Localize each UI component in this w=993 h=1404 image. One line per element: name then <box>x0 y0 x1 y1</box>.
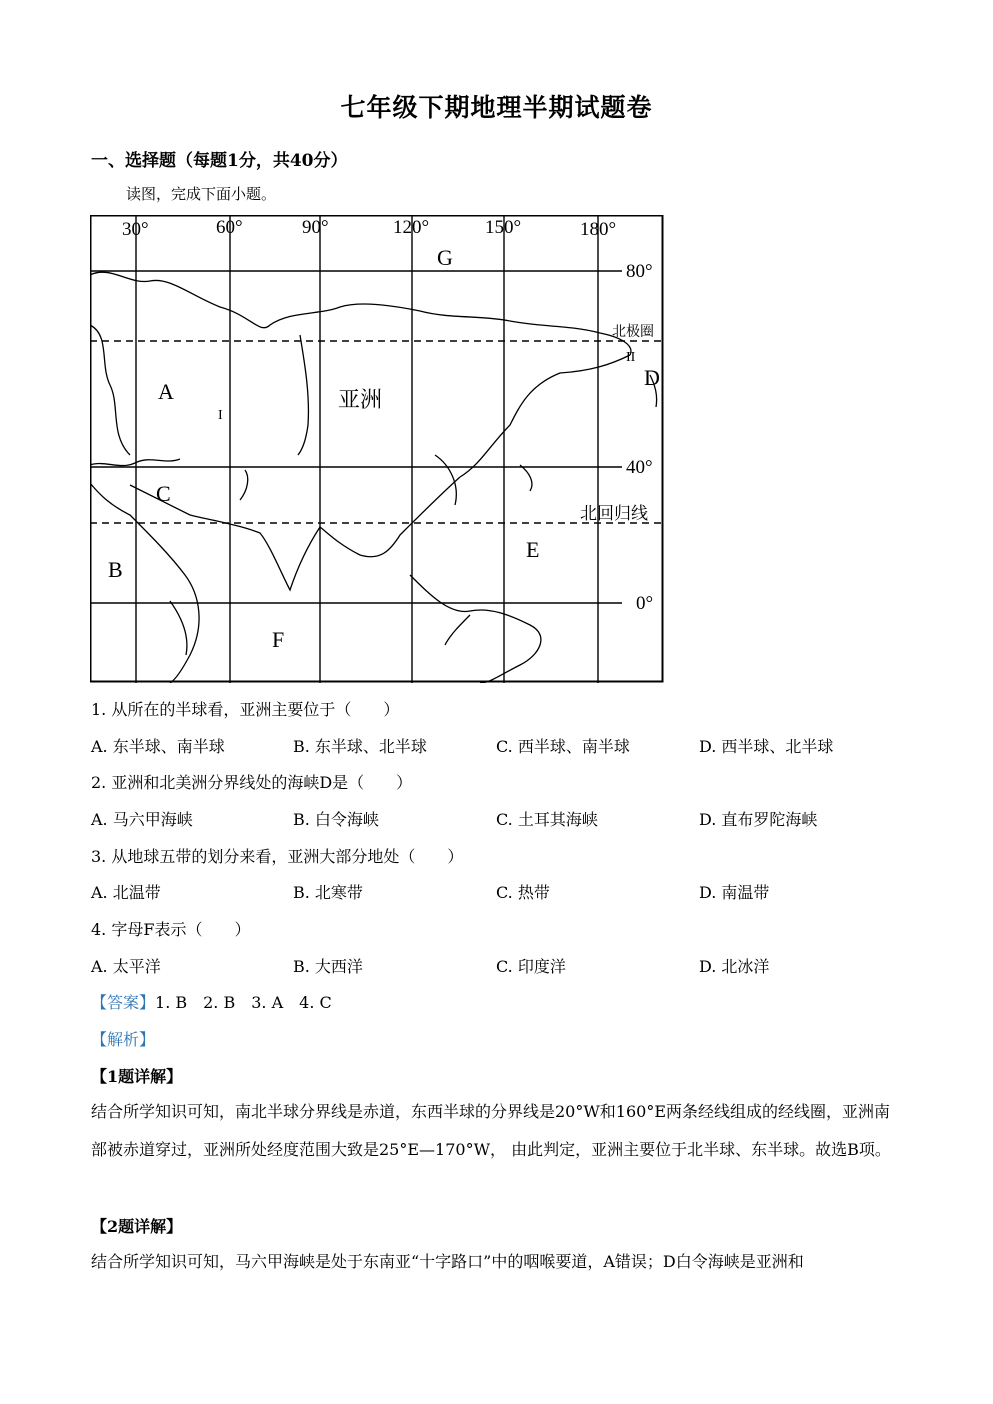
question-3: 3. 从地球五带的划分来看，亚洲大部分地处（ ） <box>91 847 464 866</box>
section-heading: 一、选择题（每题1分，共40分） <box>91 151 348 171</box>
map-letter-e: E <box>526 537 540 562</box>
map-letter-d: D <box>644 365 660 390</box>
question-4: 4. 字母F表示（ ） <box>91 920 251 939</box>
detail-1-heading: 【1题详解】 <box>91 1067 183 1086</box>
q2-option-b: B. 白令海峡 <box>293 810 379 829</box>
lon-label: 180° <box>580 219 617 240</box>
detail-2-text: 结合所学知识可知，马六甲海峡是处于东南亚“十字路口”中的咽喉要道，A错误；D白令海峡是亚洲和 <box>91 1252 804 1271</box>
q1-option-a: A. 东半球、南半球 <box>91 737 225 756</box>
q4-option-c: C. 印度洋 <box>496 957 566 976</box>
q2-option-c: C. 土耳其海峡 <box>496 810 598 829</box>
page-title: 七年级下期地理半期试题卷 <box>340 93 653 122</box>
q2-option-a: A. 马六甲海峡 <box>91 810 193 829</box>
question-2: 2. 亚洲和北美洲分界线处的海峡D是（ ） <box>91 773 413 792</box>
answer-line <box>91 990 332 1013</box>
q3-option-a: A. 北温带 <box>91 883 161 902</box>
lon-label: 60° <box>216 217 243 238</box>
map-letter-c: C <box>156 481 171 506</box>
lat-label: 40° <box>626 457 653 478</box>
answer-label: 【答案】 <box>91 993 156 1012</box>
q4-option-a: A. 太平洋 <box>91 957 161 976</box>
lat-label: 80° <box>626 261 653 282</box>
arctic-circle-label: 北极圈 <box>612 324 654 340</box>
q1-option-b: B. 东半球、北半球 <box>293 737 427 756</box>
map-letter-f: F <box>272 627 285 652</box>
detail-2-heading: 【2题详解】 <box>91 1217 183 1236</box>
q1-option-c: C. 西半球、南半球 <box>496 737 630 756</box>
lon-label: 30° <box>122 219 149 240</box>
map-letter-g: G <box>437 245 453 270</box>
q4-option-d: D. 北冰洋 <box>699 957 770 976</box>
analysis-label: 【解析】 <box>91 1030 156 1049</box>
detail-1-text: 结合所学知识可知，南北半球分界线是赤道，东西半球的分界线是20°W和160°E两条经线组成的经线圈，亚洲南部被赤道穿过，亚洲所处经度范围大致是25°E—170°W， 由此判定，亚洲主要位于北半球、东半球。故选B项。 <box>91 1102 891 1159</box>
roman-numeral-1: I <box>218 408 223 423</box>
intro-text: 读图，完成下面小题。 <box>126 185 277 203</box>
lon-label: 120° <box>393 217 430 238</box>
tropic-cancer-label: 北回归线 <box>580 504 648 524</box>
map-letter-b: B <box>108 557 123 582</box>
lon-label: 90° <box>302 217 329 238</box>
q3-option-b: B. 北寒带 <box>293 883 363 902</box>
map-letter-a: A <box>158 379 174 404</box>
q2-option-d: D. 直布罗陀海峡 <box>699 810 818 829</box>
q1-option-d: D. 西半球、北半球 <box>699 737 834 756</box>
answer-text: 1. B 2. B 3. A 4. C <box>155 993 332 1012</box>
roman-numeral-2: II <box>626 350 636 365</box>
q4-option-b: B. 大西洋 <box>293 957 363 976</box>
lon-label: 150° <box>485 217 522 238</box>
continent-label: 亚洲 <box>338 388 383 413</box>
question-1: 1. 从所在的半球看，亚洲主要位于（ ） <box>91 700 400 719</box>
asia-map <box>90 215 664 683</box>
q3-option-d: D. 南温带 <box>699 883 770 902</box>
lat-label: 0° <box>636 593 654 614</box>
q3-option-c: C. 热带 <box>496 883 550 902</box>
